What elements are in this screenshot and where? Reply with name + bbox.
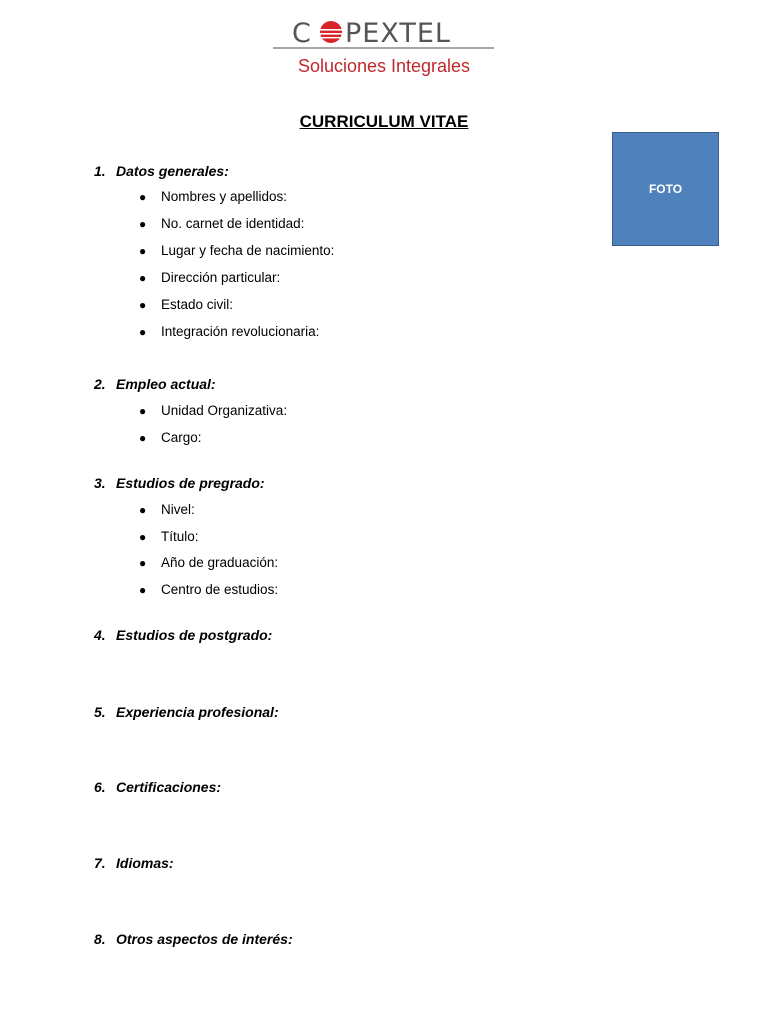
section-number: 4. [94, 627, 106, 643]
list-item [139, 529, 199, 544]
bullet-icon: ● [139, 583, 147, 597]
list-item [139, 502, 195, 517]
section-number: 2. [94, 376, 106, 392]
section-heading-otros-aspectos [94, 931, 293, 947]
section-title: Experiencia profesional: [116, 704, 279, 720]
list-item [139, 430, 202, 445]
list-item-label: Nombres y apellidos: [161, 189, 288, 204]
section-number: 1. [94, 163, 106, 179]
section-title: Estudios de pregrado: [116, 475, 265, 491]
list-item [139, 555, 278, 570]
section-number: 6. [94, 779, 106, 795]
bullet-icon: ● [139, 431, 147, 445]
list-item-label: Estado civil: [161, 297, 234, 312]
document-title: CURRICULUM VITAE [299, 112, 469, 131]
bullet-icon: ● [139, 190, 147, 204]
list-item-label: Centro de estudios: [161, 582, 279, 597]
section-heading-estudios-pregrado [94, 475, 265, 491]
bullet-icon: ● [139, 244, 147, 258]
section-heading-certificaciones [94, 779, 221, 795]
list-item [139, 216, 304, 231]
list-item-label: Título: [161, 529, 199, 544]
bullet-icon: ● [139, 404, 147, 418]
bullet-icon: ● [139, 217, 147, 231]
bullet-icon: ● [139, 271, 147, 285]
list-item-label: Unidad Organizativa: [161, 403, 288, 418]
photo-placeholder [612, 132, 719, 246]
section-heading-idiomas [94, 855, 174, 871]
section-number: 5. [94, 704, 106, 720]
section-title: Certificaciones: [116, 779, 222, 795]
section-number: 3. [94, 475, 106, 491]
bullet-icon: ● [139, 298, 147, 312]
copextel-logo-graphic [272, 14, 496, 80]
list-item [139, 582, 278, 597]
section-title: Idiomas: [116, 855, 174, 871]
list-item [139, 270, 280, 285]
list-item-label: Lugar y fecha de nacimiento: [161, 243, 335, 258]
list-item [139, 297, 233, 312]
section-heading-experiencia-profesional [94, 704, 279, 720]
company-logo [272, 14, 496, 80]
section-title: Estudios de postgrado: [116, 627, 273, 643]
section-number: 8. [94, 931, 106, 947]
bullet-icon: ● [139, 503, 147, 517]
list-item [139, 324, 319, 339]
bullet-icon: ● [139, 325, 147, 339]
logo-letters-pextel: PEXTEL [345, 18, 451, 49]
section-heading-datos-generales [94, 163, 229, 179]
list-item [139, 243, 334, 258]
section-title: Datos generales: [116, 163, 229, 179]
list-item-label: Nivel: [161, 502, 195, 517]
list-item [139, 403, 287, 418]
photo-label: FOTO [648, 182, 683, 196]
list-item-label: Dirección particular: [161, 270, 281, 285]
section-heading-estudios-postgrado [94, 627, 272, 643]
bullet-icon: ● [139, 530, 147, 544]
list-item-label: Año de graduación: [161, 555, 279, 570]
bullet-icon: ● [139, 556, 147, 570]
section-number: 7. [94, 855, 106, 871]
list-item [139, 189, 287, 204]
logo-tagline: Soluciones Integrales [297, 56, 471, 76]
list-item-label: No. carnet de identidad: [161, 216, 305, 231]
list-item-label: Cargo: [161, 430, 202, 445]
section-title: Empleo actual: [116, 376, 216, 392]
list-item-label: Integración revolucionaria: [161, 324, 320, 339]
section-title: Otros aspectos de interés: [116, 931, 293, 947]
globe-icon [318, 21, 344, 43]
logo-letter-c: C [292, 18, 311, 49]
section-heading-empleo-actual [94, 376, 216, 392]
